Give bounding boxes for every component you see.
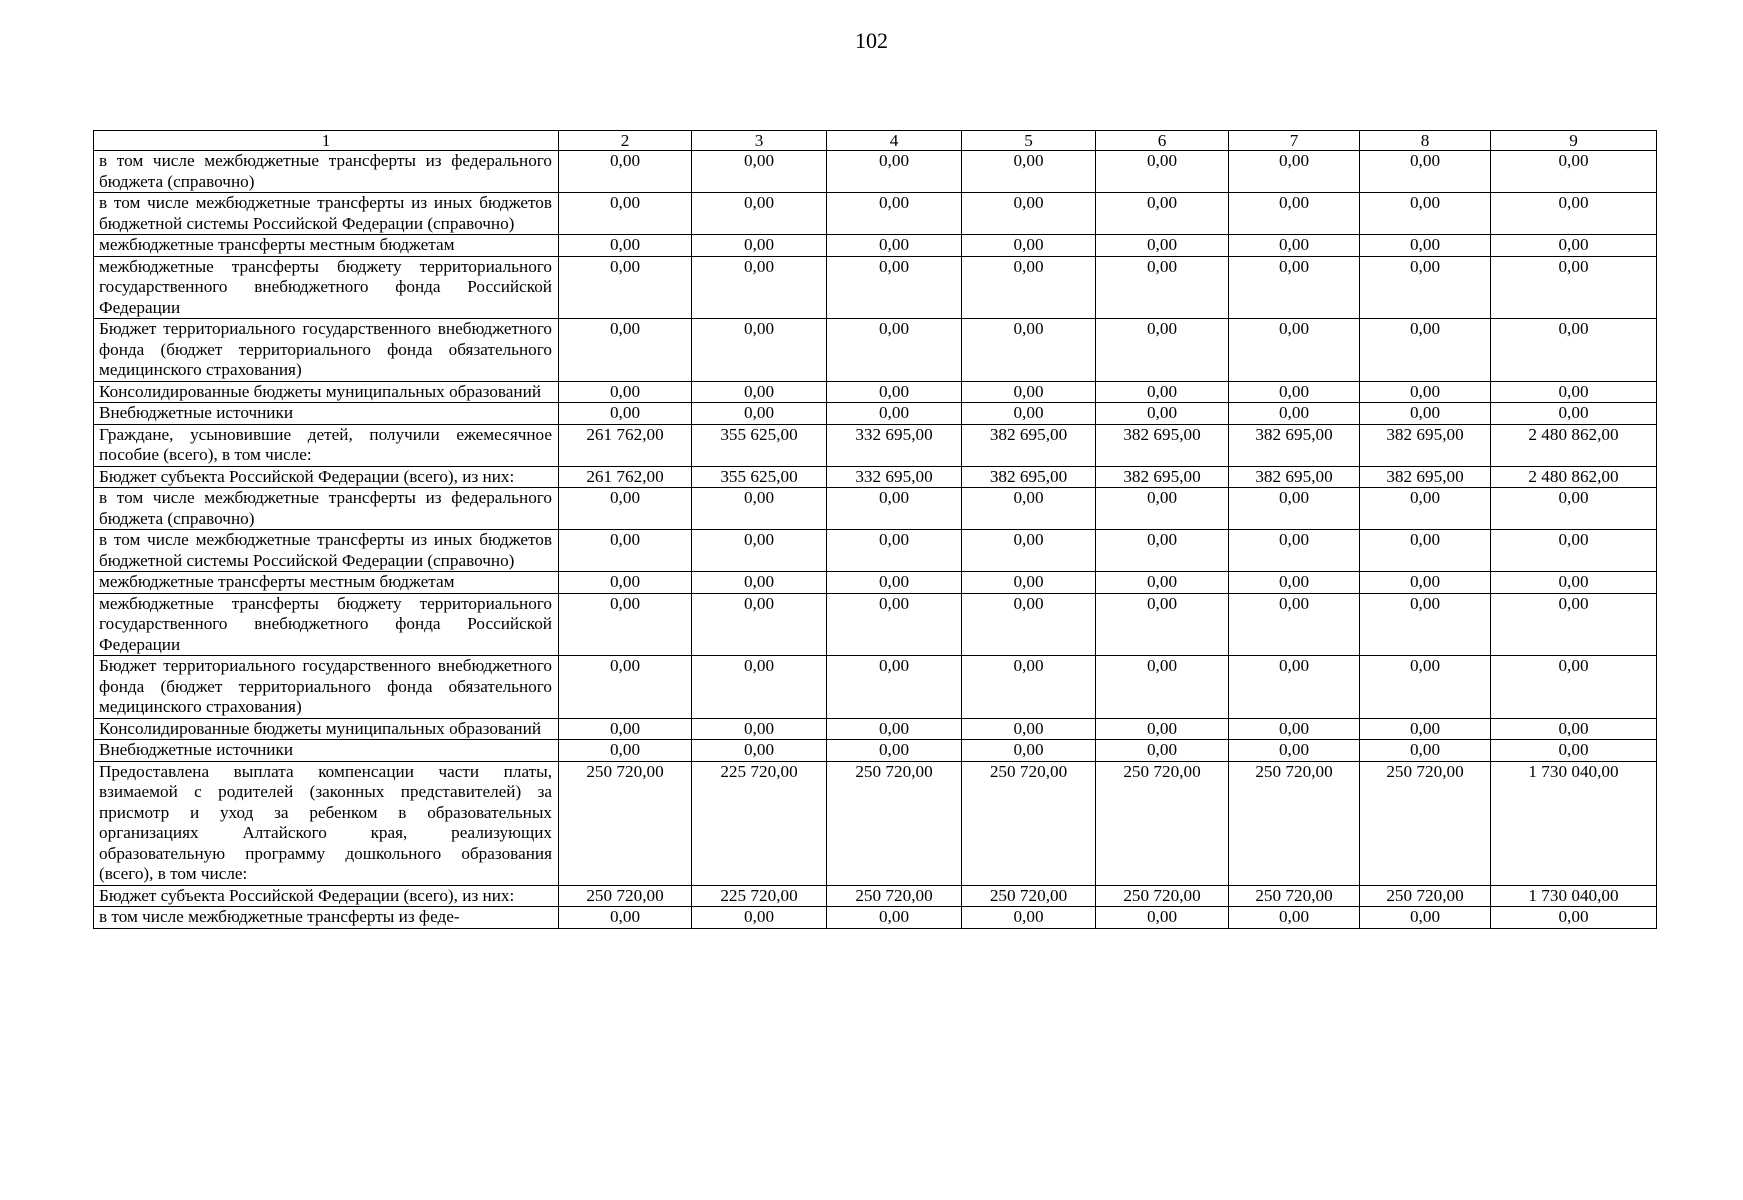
value-cell: 0,00 [1491, 235, 1657, 257]
value-cell: 0,00 [1229, 572, 1360, 594]
table-row [94, 193, 1657, 235]
value-cell: 0,00 [692, 572, 827, 594]
value-cell: 382 695,00 [962, 466, 1096, 488]
value-cell: 250 720,00 [962, 761, 1096, 885]
value-cell: 0,00 [827, 256, 962, 319]
value-cell: 0,00 [1229, 593, 1360, 656]
value-cell: 0,00 [962, 530, 1096, 572]
value-cell: 0,00 [692, 151, 827, 193]
row-label: Бюджет территориального государственного внебюджетного фонда (бюджет территориального фонда обязательного медицинского страхования) [94, 319, 559, 382]
value-cell: 0,00 [1096, 656, 1229, 719]
row-label: в том числе межбюджетные трансферты из иных бюджетов бюджетной системы Российской Федерации (справочно) [94, 193, 559, 235]
value-cell: 0,00 [1360, 907, 1491, 929]
row-label: межбюджетные трансферты местным бюджетам [94, 572, 559, 594]
row-label: Граждане, усыновившие детей, получили ежемесячное пособие (всего), в том числе: [94, 424, 559, 466]
table-row [94, 907, 1657, 929]
row-label: в том числе межбюджетные трансферты из иных бюджетов бюджетной системы Российской Федерации (справочно) [94, 530, 559, 572]
value-cell: 0,00 [1360, 193, 1491, 235]
value-cell: 0,00 [1360, 593, 1491, 656]
value-cell: 0,00 [1360, 530, 1491, 572]
value-cell: 0,00 [692, 530, 827, 572]
value-cell: 1 730 040,00 [1491, 761, 1657, 885]
value-cell: 0,00 [1229, 151, 1360, 193]
column-header-9: 9 [1491, 131, 1657, 151]
value-cell: 0,00 [827, 740, 962, 762]
value-cell: 0,00 [1096, 403, 1229, 425]
value-cell: 0,00 [1491, 256, 1657, 319]
value-cell: 0,00 [692, 235, 827, 257]
value-cell: 0,00 [1229, 656, 1360, 719]
row-label: Бюджет территориального государственного внебюджетного фонда (бюджет территориального фонда обязательного медицинского страхования) [94, 656, 559, 719]
value-cell: 0,00 [692, 593, 827, 656]
value-cell: 0,00 [1491, 488, 1657, 530]
table-row [94, 572, 1657, 594]
value-cell: 0,00 [692, 381, 827, 403]
value-cell: 250 720,00 [1096, 761, 1229, 885]
value-cell: 0,00 [559, 235, 692, 257]
column-header-7: 7 [1229, 131, 1360, 151]
value-cell: 0,00 [1360, 319, 1491, 382]
row-label: в том числе межбюджетные трансферты из феде- [94, 907, 559, 929]
value-cell: 0,00 [1491, 530, 1657, 572]
value-cell: 0,00 [1491, 907, 1657, 929]
value-cell: 0,00 [692, 256, 827, 319]
table-row [94, 381, 1657, 403]
column-header-2: 2 [559, 131, 692, 151]
value-cell: 0,00 [1229, 488, 1360, 530]
value-cell: 0,00 [559, 319, 692, 382]
table-row [94, 885, 1657, 907]
value-cell: 0,00 [1096, 256, 1229, 319]
table-row [94, 319, 1657, 382]
value-cell: 0,00 [692, 488, 827, 530]
value-cell: 0,00 [1491, 403, 1657, 425]
value-cell: 0,00 [1491, 381, 1657, 403]
value-cell: 0,00 [962, 381, 1096, 403]
value-cell: 0,00 [1096, 572, 1229, 594]
value-cell: 0,00 [962, 740, 1096, 762]
value-cell: 0,00 [559, 718, 692, 740]
value-cell: 225 720,00 [692, 885, 827, 907]
value-cell: 0,00 [1096, 718, 1229, 740]
row-label: Внебюджетные источники [94, 740, 559, 762]
value-cell: 0,00 [1491, 593, 1657, 656]
value-cell: 0,00 [559, 151, 692, 193]
value-cell: 382 695,00 [1229, 424, 1360, 466]
table-row [94, 235, 1657, 257]
column-header-3: 3 [692, 131, 827, 151]
row-label: межбюджетные трансферты бюджету территориального государственного внебюджетного фонда Российской Федерации [94, 593, 559, 656]
value-cell: 332 695,00 [827, 466, 962, 488]
value-cell: 261 762,00 [559, 466, 692, 488]
value-cell: 250 720,00 [1096, 885, 1229, 907]
value-cell: 0,00 [1360, 403, 1491, 425]
value-cell: 0,00 [1229, 403, 1360, 425]
table-row [94, 403, 1657, 425]
value-cell: 0,00 [1491, 740, 1657, 762]
value-cell: 0,00 [962, 193, 1096, 235]
value-cell: 0,00 [962, 907, 1096, 929]
value-cell: 0,00 [1360, 572, 1491, 594]
value-cell: 0,00 [827, 718, 962, 740]
table-body [94, 151, 1657, 929]
value-cell: 0,00 [1491, 193, 1657, 235]
value-cell: 2 480 862,00 [1491, 466, 1657, 488]
table-row [94, 151, 1657, 193]
value-cell: 0,00 [1096, 319, 1229, 382]
row-label: в том числе межбюджетные трансферты из федерального бюджета (справочно) [94, 151, 559, 193]
value-cell: 0,00 [962, 403, 1096, 425]
value-cell: 0,00 [1229, 907, 1360, 929]
value-cell: 0,00 [827, 381, 962, 403]
table-header-row [94, 131, 1657, 151]
value-cell: 0,00 [692, 907, 827, 929]
value-cell: 0,00 [1096, 488, 1229, 530]
value-cell: 250 720,00 [1229, 761, 1360, 885]
value-cell: 0,00 [1491, 319, 1657, 382]
table-row [94, 761, 1657, 885]
value-cell: 250 720,00 [827, 885, 962, 907]
value-cell: 0,00 [1096, 740, 1229, 762]
value-cell: 0,00 [1096, 530, 1229, 572]
budget-table [93, 130, 1657, 929]
table-row [94, 256, 1657, 319]
row-label: в том числе межбюджетные трансферты из федерального бюджета (справочно) [94, 488, 559, 530]
value-cell: 0,00 [559, 530, 692, 572]
value-cell: 0,00 [1360, 235, 1491, 257]
value-cell: 0,00 [559, 740, 692, 762]
column-header-1: 1 [94, 131, 559, 151]
value-cell: 0,00 [827, 403, 962, 425]
value-cell: 0,00 [1360, 718, 1491, 740]
value-cell: 0,00 [962, 656, 1096, 719]
value-cell: 382 695,00 [1096, 424, 1229, 466]
value-cell: 0,00 [559, 256, 692, 319]
value-cell: 0,00 [1096, 235, 1229, 257]
value-cell: 250 720,00 [827, 761, 962, 885]
table-row [94, 466, 1657, 488]
value-cell: 0,00 [962, 256, 1096, 319]
value-cell: 382 695,00 [1096, 466, 1229, 488]
value-cell: 250 720,00 [962, 885, 1096, 907]
value-cell: 0,00 [962, 572, 1096, 594]
value-cell: 0,00 [1360, 656, 1491, 719]
column-header-4: 4 [827, 131, 962, 151]
value-cell: 0,00 [692, 403, 827, 425]
value-cell: 0,00 [827, 907, 962, 929]
value-cell: 0,00 [692, 656, 827, 719]
table-row [94, 656, 1657, 719]
row-label: Внебюджетные источники [94, 403, 559, 425]
value-cell: 0,00 [1229, 319, 1360, 382]
value-cell: 0,00 [827, 488, 962, 530]
value-cell: 0,00 [1229, 740, 1360, 762]
value-cell: 0,00 [559, 403, 692, 425]
value-cell: 0,00 [1096, 381, 1229, 403]
value-cell: 0,00 [559, 488, 692, 530]
value-cell: 0,00 [559, 193, 692, 235]
value-cell: 0,00 [1491, 151, 1657, 193]
value-cell: 355 625,00 [692, 424, 827, 466]
value-cell: 0,00 [692, 319, 827, 382]
value-cell: 0,00 [1229, 256, 1360, 319]
row-label: Консолидированные бюджеты муниципальных образований [94, 381, 559, 403]
value-cell: 0,00 [827, 593, 962, 656]
value-cell: 0,00 [559, 381, 692, 403]
column-header-8: 8 [1360, 131, 1491, 151]
row-label: Бюджет субъекта Российской Федерации (всего), из них: [94, 885, 559, 907]
value-cell: 0,00 [962, 235, 1096, 257]
table-row [94, 488, 1657, 530]
row-label: Консолидированные бюджеты муниципальных образований [94, 718, 559, 740]
value-cell: 382 695,00 [1229, 466, 1360, 488]
value-cell: 0,00 [962, 593, 1096, 656]
row-label: Предоставлена выплата компенсации части платы, взимаемой с родителей (законных представителей) за присмотр и уход за ребенком в образовательных организациях Алтайского края, реализующих образовательную программу дошкольного образования (всего), в том числе: [94, 761, 559, 885]
value-cell: 0,00 [559, 572, 692, 594]
value-cell: 0,00 [1360, 381, 1491, 403]
value-cell: 0,00 [692, 718, 827, 740]
value-cell: 0,00 [962, 151, 1096, 193]
value-cell: 250 720,00 [1360, 885, 1491, 907]
value-cell: 382 695,00 [1360, 466, 1491, 488]
value-cell: 0,00 [1491, 572, 1657, 594]
value-cell: 382 695,00 [962, 424, 1096, 466]
value-cell: 250 720,00 [559, 885, 692, 907]
value-cell: 0,00 [827, 193, 962, 235]
table-row [94, 718, 1657, 740]
value-cell: 0,00 [827, 572, 962, 594]
page-number: 102 [855, 28, 888, 53]
value-cell: 0,00 [1491, 656, 1657, 719]
value-cell: 0,00 [1360, 256, 1491, 319]
value-cell: 0,00 [559, 656, 692, 719]
value-cell: 0,00 [1229, 718, 1360, 740]
value-cell: 250 720,00 [1229, 885, 1360, 907]
value-cell: 0,00 [559, 593, 692, 656]
row-label: межбюджетные трансферты местным бюджетам [94, 235, 559, 257]
value-cell: 0,00 [1360, 151, 1491, 193]
value-cell: 0,00 [1229, 530, 1360, 572]
value-cell: 0,00 [962, 718, 1096, 740]
value-cell: 0,00 [1229, 381, 1360, 403]
value-cell: 0,00 [1096, 907, 1229, 929]
value-cell: 0,00 [827, 530, 962, 572]
value-cell: 332 695,00 [827, 424, 962, 466]
value-cell: 0,00 [827, 235, 962, 257]
value-cell: 0,00 [962, 319, 1096, 382]
value-cell: 0,00 [1491, 718, 1657, 740]
value-cell: 0,00 [827, 656, 962, 719]
value-cell: 261 762,00 [559, 424, 692, 466]
value-cell: 0,00 [1229, 235, 1360, 257]
row-label: Бюджет субъекта Российской Федерации (всего), из них: [94, 466, 559, 488]
value-cell: 250 720,00 [1360, 761, 1491, 885]
value-cell: 382 695,00 [1360, 424, 1491, 466]
table-row [94, 740, 1657, 762]
value-cell: 0,00 [1096, 193, 1229, 235]
value-cell: 0,00 [962, 488, 1096, 530]
table-row [94, 593, 1657, 656]
value-cell: 0,00 [692, 740, 827, 762]
table-row [94, 424, 1657, 466]
value-cell: 0,00 [559, 907, 692, 929]
row-label: межбюджетные трансферты бюджету территориального государственного внебюджетного фонда Российской Федерации [94, 256, 559, 319]
value-cell: 0,00 [1360, 740, 1491, 762]
value-cell: 0,00 [1096, 593, 1229, 656]
value-cell: 250 720,00 [559, 761, 692, 885]
value-cell: 355 625,00 [692, 466, 827, 488]
value-cell: 0,00 [1096, 151, 1229, 193]
value-cell: 0,00 [827, 151, 962, 193]
value-cell: 2 480 862,00 [1491, 424, 1657, 466]
value-cell: 225 720,00 [692, 761, 827, 885]
value-cell: 0,00 [1360, 488, 1491, 530]
column-header-6: 6 [1096, 131, 1229, 151]
value-cell: 0,00 [692, 193, 827, 235]
column-header-5: 5 [962, 131, 1096, 151]
value-cell: 0,00 [1229, 193, 1360, 235]
value-cell: 0,00 [827, 319, 962, 382]
table-row [94, 530, 1657, 572]
value-cell: 1 730 040,00 [1491, 885, 1657, 907]
